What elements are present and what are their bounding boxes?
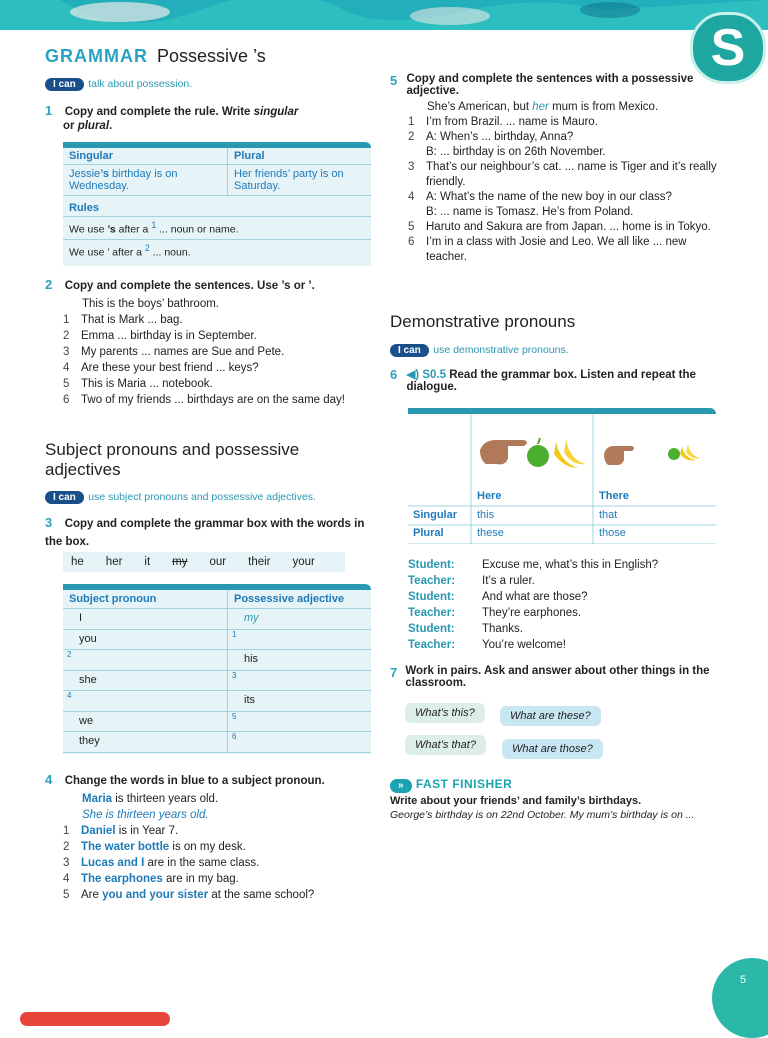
- col-singular: Singular: [69, 150, 114, 162]
- item-text: Are these your best friend ... keys?: [81, 362, 259, 374]
- pronoun-rows: [63, 609, 371, 753]
- item-blue-words: Daniel: [81, 825, 116, 837]
- line-text: They’re earphones.: [482, 607, 582, 619]
- ican-text: use subject pronouns and possessive adjectives.: [88, 491, 316, 503]
- item-text: My parents ... names are Sue and Pete.: [81, 346, 285, 358]
- item-number: [408, 205, 426, 220]
- item-blue-words: Lucas and I: [81, 857, 145, 869]
- singular-example: Jessie’s birthday is on Wednesday.: [69, 168, 178, 192]
- ican-demonstrative: [390, 340, 569, 358]
- dialogue-line: [408, 621, 728, 637]
- row-plural: Plural: [413, 527, 444, 539]
- adjective: his: [244, 653, 259, 665]
- subject-pronoun-cell: [63, 671, 227, 691]
- header-banner: [0, 0, 768, 34]
- ex6-text: Read the grammar box. Listen and repeat the dialogue.: [406, 369, 696, 393]
- possessive-adjective-cell: [227, 732, 371, 752]
- ex3-text: Copy and complete the grammar box with the words in the box.: [45, 518, 365, 548]
- table-row: [63, 671, 371, 692]
- item-rest: is in Year 7.: [115, 825, 179, 837]
- item-number: 3: [63, 857, 70, 869]
- audio-icon[interactable]: ◀): [406, 369, 420, 381]
- table-row: [63, 609, 371, 630]
- item-text: This is Maria ... notebook.: [81, 378, 213, 390]
- pronoun-table: [63, 584, 371, 754]
- table-row: [63, 691, 371, 712]
- ican-subject: [45, 487, 316, 505]
- line-text: It’s a ruler.: [482, 575, 535, 587]
- exercise-6: [390, 367, 720, 393]
- ex1-text-d: plural: [77, 120, 110, 132]
- fast-finisher-text: Write about your friends’ and family’s birthdays.: [390, 795, 642, 807]
- bubble-what-are-these: What are these?: [500, 706, 601, 726]
- word-it: it: [144, 556, 151, 568]
- subject-pronoun-cell: [63, 650, 227, 670]
- ex4-answer: She is thirteen years old.: [82, 809, 209, 821]
- subject-pronoun-cell: [63, 630, 227, 650]
- pronoun: you: [79, 632, 97, 645]
- fast-finisher: [390, 777, 720, 821]
- item-text: I’m in a class with Josie and Leo. We all like ... new teacher.: [426, 236, 687, 263]
- speaker: Student:: [408, 559, 455, 571]
- col-subject-pronoun: Subject pronoun: [69, 593, 157, 605]
- item-number: 1: [63, 314, 70, 326]
- exercise-number: 2: [45, 277, 53, 292]
- item-number: [408, 145, 426, 160]
- item-text: A: When’s ... birthday, Anna?: [426, 131, 574, 143]
- item-blue-words: The water bottle: [81, 841, 170, 853]
- rule-2: We use ’ after a $^2$ ... noun.: [69, 242, 191, 258]
- item-number: 5: [63, 378, 70, 390]
- grammar-title-rest: Possessive ’s: [157, 46, 266, 66]
- exercise-number: 1: [45, 103, 53, 118]
- exercise-number: 7: [390, 665, 398, 680]
- item-prefix: Are: [81, 889, 103, 901]
- ican-text: use demonstrative pronouns.: [433, 344, 569, 356]
- item-rest: are in my bag.: [162, 873, 239, 885]
- subject-title: Subject pronouns and possessive adjectives: [45, 440, 300, 479]
- cell-these: these: [477, 527, 504, 539]
- item-text: Two of my friends ... birthdays are on the same day!: [81, 394, 345, 406]
- audio-track[interactable]: S0.5: [422, 369, 447, 381]
- item-number: 6: [63, 394, 70, 406]
- possessive-adjective-cell: [227, 691, 371, 711]
- cell-those: those: [599, 527, 626, 539]
- item-number: 6: [408, 236, 415, 248]
- subject-pronoun-cell: [63, 691, 227, 711]
- dialogue-line: [408, 637, 728, 653]
- list-item: [63, 392, 365, 408]
- exercise-7: [390, 665, 720, 689]
- pointing-hand-near-icon: [478, 432, 588, 472]
- page-number-badge: [712, 958, 768, 1038]
- table-row: [63, 732, 371, 753]
- item-text: That’s our neighbour’s cat. ... name is Tiger and it’s really friendly.: [426, 161, 717, 188]
- subject-pronoun-cell: [63, 609, 227, 629]
- list-item: [408, 220, 720, 235]
- exercise-5: [390, 73, 720, 265]
- blank-number: 2: [67, 650, 72, 659]
- exercise-2: [45, 276, 365, 408]
- item-rest: is on my desk.: [169, 841, 246, 853]
- list-item: [63, 839, 365, 855]
- demonstrative-title: Demonstrative pronouns: [390, 312, 576, 331]
- line-text: Excuse me, what’s this in English?: [482, 559, 659, 571]
- speaker: Teacher:: [408, 607, 456, 619]
- speaker: Student:: [408, 591, 455, 603]
- dialogue: [408, 557, 728, 653]
- item-text: B: ... birthday is on 26th November.: [426, 146, 606, 158]
- list-item: [408, 205, 720, 220]
- subject-pronoun-cell: [63, 712, 227, 732]
- line-text: And what are those?: [482, 591, 588, 603]
- list-item: [63, 376, 365, 392]
- ican-badge: I can: [45, 78, 84, 91]
- word-our: our: [209, 556, 227, 568]
- blank-number: 1: [232, 629, 237, 639]
- list-item: [63, 855, 365, 871]
- bubble-whats-this: What’s this?: [405, 703, 485, 723]
- ex4-text: Change the words in blue to a subject pronoun.: [64, 775, 325, 787]
- bubble-what-are-those: What are those?: [502, 739, 603, 759]
- bubble-whats-that: What’s that?: [405, 735, 486, 755]
- list-item: [63, 312, 365, 328]
- grammar-title-caps: GRAMMAR: [45, 46, 148, 66]
- line-text: Thanks.: [482, 623, 523, 635]
- speaker: Teacher:: [408, 575, 456, 587]
- line-text: You’re welcome!: [482, 639, 566, 651]
- ex5-example: She’s American, but her mum is from Mexico.: [427, 101, 659, 113]
- row-singular: Singular: [413, 509, 458, 521]
- grammar-box-possessive: [63, 142, 371, 266]
- ex7-text: Work in pairs. Ask and answer about other things in the classroom.: [405, 665, 710, 689]
- item-number: 4: [408, 191, 415, 203]
- ex5-list: [390, 115, 720, 265]
- ex1-text-b: singular: [253, 106, 299, 118]
- list-item: [408, 115, 720, 130]
- fast-finisher-example: George’s birthday is on 22nd October. My mum’s birthday is on ...: [390, 809, 695, 821]
- list-item: [408, 130, 720, 145]
- ex5-text: Copy and complete the sentences with a possessive adjective.: [406, 73, 694, 97]
- item-number: 5: [408, 221, 415, 233]
- ican-badge: I can: [45, 491, 84, 504]
- list-item: [408, 160, 720, 190]
- item-text: I’m from Brazil. ... name is Mauro.: [426, 116, 598, 128]
- item-number: 4: [63, 873, 70, 885]
- item-text: B: ... name is Tomasz. He’s from Poland.: [426, 206, 634, 218]
- page-number: 5: [740, 974, 747, 986]
- possessive-adjective-cell: [227, 671, 371, 691]
- item-number: 2: [63, 841, 70, 853]
- subject-pronoun-cell: [63, 732, 227, 752]
- list-item: [63, 360, 365, 376]
- col-possessive-adjective: Possessive adjective: [227, 590, 371, 608]
- ican-badge: I can: [390, 344, 429, 357]
- item-number: 1: [63, 825, 70, 837]
- pronoun: she: [79, 673, 97, 686]
- word-your: your: [292, 556, 315, 568]
- list-item: [63, 823, 365, 839]
- exercise-number: 4: [45, 772, 53, 787]
- col-there: There: [599, 490, 629, 502]
- dialogue-line: [408, 589, 728, 605]
- ex1-text-a: Copy and complete the rule. Write: [64, 106, 254, 118]
- demonstrative-table: [408, 408, 716, 544]
- grammar-title: [45, 46, 266, 67]
- cell-this: this: [477, 509, 495, 521]
- item-number: 5: [63, 889, 70, 901]
- blank-number: 4: [67, 691, 72, 700]
- item-number: 3: [408, 161, 415, 173]
- pronoun: we: [79, 714, 94, 727]
- item-number: 2: [408, 131, 415, 143]
- item-blue-words: you and your sister: [102, 889, 209, 901]
- list-item: [63, 887, 365, 903]
- rule-1: We use ’s after a $^1$ ... noun or name.: [63, 217, 371, 240]
- item-rest: at the same school?: [208, 889, 315, 901]
- list-item: [408, 145, 720, 160]
- item-number: 1: [408, 116, 415, 128]
- pronoun: I: [79, 612, 83, 624]
- word-my: my: [172, 556, 188, 568]
- table-row: [63, 712, 371, 733]
- list-item: [408, 190, 720, 205]
- word-he: he: [71, 556, 84, 568]
- ex2-example: This is the boys’ bathroom.: [82, 298, 219, 310]
- possessive-adjective-cell: [227, 609, 371, 629]
- blank-number: 5: [232, 711, 237, 721]
- plural-example: Her friends’ party is on Saturday.: [227, 165, 371, 195]
- dialogue-line: [408, 605, 728, 621]
- item-number: 3: [63, 346, 70, 358]
- exercise-4: [45, 771, 365, 903]
- ex1-text-e: .: [109, 120, 113, 132]
- cell-that: that: [599, 509, 618, 521]
- ex4-list: [45, 823, 365, 903]
- col-here: Here: [477, 490, 502, 502]
- list-item: [63, 871, 365, 887]
- exercise-number: 3: [45, 515, 53, 530]
- list-item: [63, 328, 365, 344]
- item-text: That is Mark ... bag.: [81, 314, 183, 326]
- exercise-number: 5: [390, 73, 398, 88]
- exercise-3: [45, 514, 365, 550]
- adjective: its: [244, 694, 255, 706]
- exercise-1: [45, 102, 365, 132]
- exercise-number: 6: [390, 367, 398, 382]
- word-box: [63, 552, 345, 572]
- fast-finisher-title: FAST FINISHER: [415, 777, 513, 791]
- word-her: her: [105, 556, 123, 568]
- item-text: A: What’s the name of the new boy in our class?: [426, 191, 672, 203]
- col-plural: Plural: [227, 148, 371, 164]
- item-rest: are in the same class.: [144, 857, 260, 869]
- possessive-adjective-cell: [227, 712, 371, 732]
- dialogue-line: [408, 573, 728, 589]
- ex1-text-c: or: [63, 120, 78, 132]
- table-row: [63, 630, 371, 651]
- ex2-list: [45, 312, 365, 408]
- speaker: Teacher:: [408, 639, 456, 651]
- table-row: [63, 650, 371, 671]
- list-item: [408, 235, 720, 265]
- adjective: my: [244, 612, 259, 624]
- item-blue-words: The earphones: [81, 873, 163, 885]
- item-text: Haruto and Sakura are from Japan. ... home is in Tokyo.: [426, 221, 711, 233]
- speaker: Student:: [408, 623, 455, 635]
- list-item: [63, 344, 365, 360]
- item-number: 2: [63, 330, 70, 342]
- ex2-text: Copy and complete the sentences. Use ’s or ’.: [64, 280, 315, 292]
- ican-text: talk about possession.: [88, 78, 193, 90]
- blank-number: 6: [232, 732, 237, 741]
- dialogue-line: [408, 557, 728, 573]
- rules-heading: Rules: [63, 196, 371, 217]
- item-text: Emma ... birthday is in September.: [81, 330, 257, 342]
- word-their: their: [248, 556, 271, 568]
- blank-number: 3: [232, 670, 237, 680]
- pointing-hand-far-icon: [600, 438, 710, 470]
- possessive-adjective-cell: [227, 650, 371, 670]
- item-number: 4: [63, 362, 70, 374]
- ex4-example: Maria is thirteen years old.: [82, 793, 219, 805]
- pronoun: they: [79, 735, 100, 747]
- ican-possession: [45, 74, 192, 92]
- possessive-adjective-cell: [227, 630, 371, 650]
- section-letter: S: [710, 19, 746, 77]
- fast-forward-icon: »: [390, 779, 412, 793]
